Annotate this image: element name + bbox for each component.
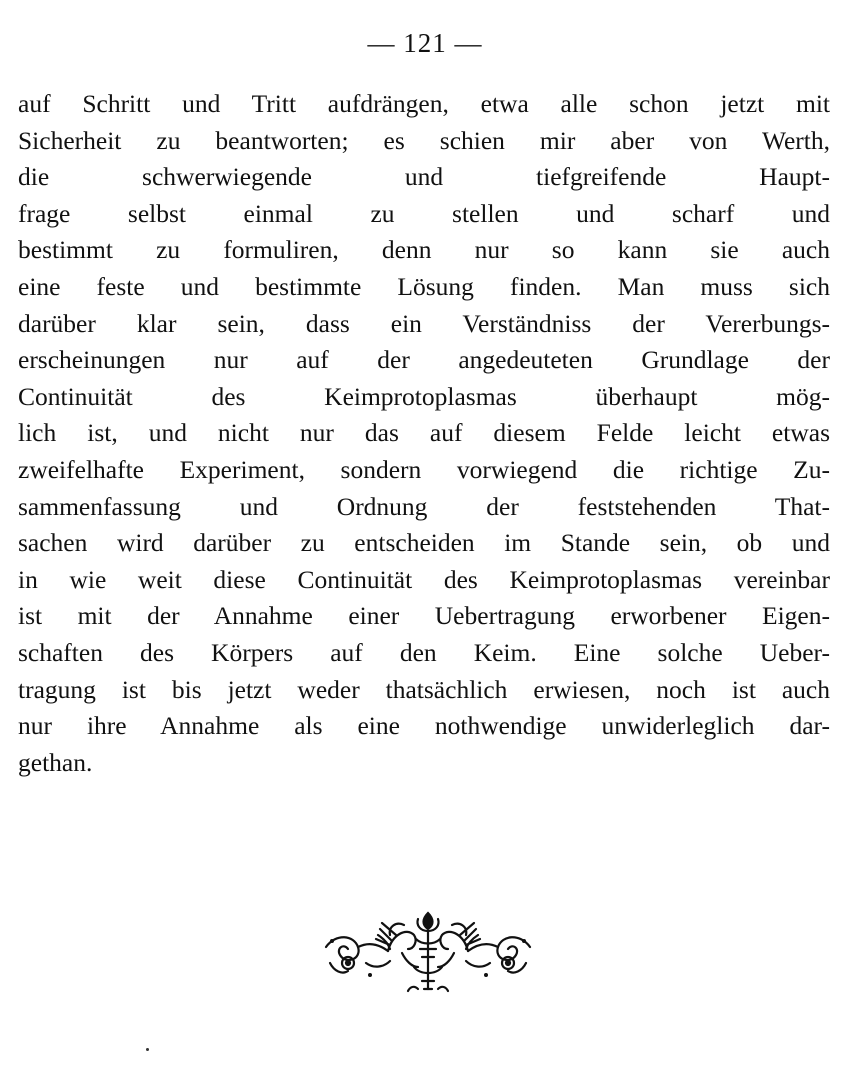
text-line: Sicherheit zu beantworten; es schien mir aber von Werth,	[18, 125, 830, 155]
text-line: Continuität des Keimprotoplasmas überhaupt mög-	[18, 381, 830, 411]
text-line: sammenfassung und Ordnung der feststehenden That-	[18, 491, 830, 521]
text-line: darüber klar sein, dass ein Verständniss der Vererbungs-	[18, 308, 830, 338]
body-text	[18, 86, 830, 781]
ink-speck	[146, 1048, 149, 1051]
text-line: bestimmt zu formuliren, denn nur so kann sie auch	[18, 235, 830, 265]
text-line: die schwerwiegende und tiefgreifende Haupt-	[18, 162, 830, 192]
floral-vignette-icon	[318, 905, 538, 995]
text-line: auf Schritt und Tritt aufdrängen, etwa alle schon jetzt mit	[18, 89, 830, 118]
text-line: tragung ist bis jetzt weder thatsächlich erwiesen, noch ist auch	[18, 674, 830, 704]
text-line: eine feste und bestimmte Lösung finden. Man muss sich	[18, 271, 830, 301]
text-line: lich ist, und nicht nur das auf diesem Felde leicht etwas	[18, 418, 830, 448]
text-line: in wie weit diese Continuität des Keimprotoplasmas vereinbar	[18, 564, 830, 594]
text-line: frage selbst einmal zu stellen und scharf und	[18, 198, 830, 228]
text-line: schaften des Körpers auf den Keim. Eine solche Ueber-	[18, 637, 830, 667]
text-line: sachen wird darüber zu entscheiden im Stande sein, ob und	[18, 528, 830, 558]
page-number: — 121 —	[367, 28, 483, 58]
text-line: gethan.	[18, 747, 93, 777]
text-line: nur ihre Annahme als eine nothwendige unwiderleglich dar-	[18, 711, 830, 741]
text-line: zweifelhafte Experiment, sondern vorwiegend die richtige Zu-	[18, 454, 830, 484]
text-line: ist mit der Annahme einer Uebertragung erworbener Eigen-	[18, 601, 830, 631]
text-line: erscheinungen nur auf der angedeuteten Grundlage der	[18, 345, 830, 375]
